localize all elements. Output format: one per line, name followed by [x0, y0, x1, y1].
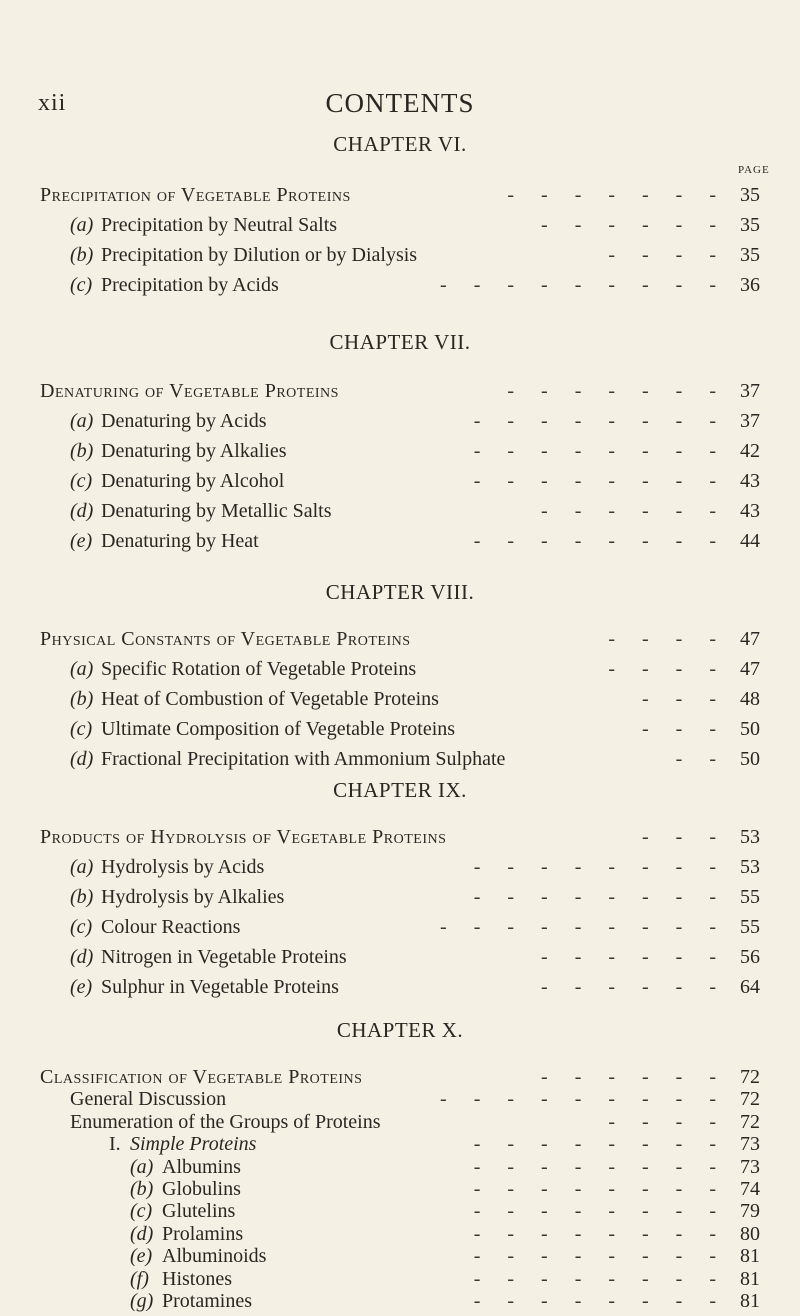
chapter-heading: CHAPTER VI. [333, 132, 467, 156]
entry-title: Enumeration of the Groups of Proteins [70, 1111, 381, 1133]
toc-entry[interactable] [0, 270, 800, 300]
entry-title: Albumins [162, 1156, 241, 1178]
dot-leader: - - - - - - - - [473, 1245, 727, 1267]
entry-title: Hydrolysis by Alkalies [101, 886, 285, 908]
entry-page: 55 [740, 916, 760, 938]
toc-entry[interactable] [0, 714, 800, 744]
entry-title: Precipitation by Dilution or by Dialysis [101, 244, 418, 266]
entry-marker: (c) [70, 916, 93, 938]
dot-leader: - - - - - - - - [473, 1290, 727, 1312]
entry-title: Sulphur in Vegetable Proteins [101, 976, 339, 998]
entry-title: Albuminoids [162, 1245, 267, 1267]
toc-entry-main[interactable] [0, 624, 800, 654]
entry-marker: (b) [70, 244, 94, 266]
entry-page: 50 [740, 718, 760, 740]
entry-page: 48 [740, 688, 760, 710]
entry-title: Colour Reactions [101, 916, 241, 938]
entry-title: Protamines [162, 1290, 252, 1312]
entry-page: 50 [740, 748, 760, 770]
entry-marker: (a) [70, 856, 94, 878]
entry-marker: (c) [130, 1200, 153, 1222]
entry-title: Denaturing of Vegetable Proteins [40, 380, 339, 402]
dot-leader: - - - - - - - - [473, 440, 727, 462]
entry-title: Histones [162, 1268, 232, 1290]
dot-leader: - - - - - - - - [473, 1178, 727, 1200]
entry-title: Nitrogen in Vegetable Proteins [101, 946, 347, 968]
entry-title: Denaturing by Acids [101, 410, 267, 432]
entry-page: 80 [740, 1223, 760, 1245]
entry-title: Heat of Combustion of Vegetable Proteins [101, 688, 439, 710]
dot-leader: - - - [642, 826, 727, 848]
dot-leader: - - - - - - - - [473, 530, 727, 552]
entry-page: 47 [740, 628, 760, 650]
running-head [0, 88, 800, 124]
entry-page: 42 [740, 440, 760, 462]
toc-entry[interactable] [0, 496, 800, 526]
dot-leader: - - [675, 748, 727, 770]
entry-marker: (a) [70, 214, 94, 236]
entry-marker: (d) [70, 500, 94, 522]
page-column-label: PAGE [738, 164, 770, 176]
entry-marker: (c) [70, 274, 93, 296]
dot-leader: - - - - - - - - [473, 856, 727, 878]
entry-page: 35 [740, 244, 760, 266]
toc-entry-main[interactable] [0, 180, 800, 210]
entry-title: Denaturing by Heat [101, 530, 259, 552]
entry-title: Fractional Precipitation with Ammonium Sulphate [101, 748, 506, 770]
entry-page: 36 [740, 274, 760, 296]
chapter-heading: CHAPTER VII. [329, 330, 471, 354]
dot-leader: - - - - - - [541, 214, 727, 236]
entry-page: 53 [740, 856, 760, 878]
page-number: xii [38, 90, 67, 116]
entry-page: 81 [740, 1268, 760, 1290]
entry-page: 72 [740, 1111, 760, 1133]
entry-title: Precipitation of Vegetable Proteins [40, 184, 351, 206]
dot-leader: - - - - - - - - [473, 1223, 727, 1245]
entry-marker: (d) [130, 1223, 154, 1245]
dot-leader: - - - - - - - [507, 184, 727, 206]
dot-leader: - - - - [608, 628, 727, 650]
toc-entry[interactable] [0, 240, 800, 270]
dot-leader: - - - - - - - - - [440, 274, 727, 296]
entry-title: Physical Constants of Vegetable Proteins [40, 628, 411, 650]
dot-leader: - - - [642, 718, 727, 740]
entry-page: 64 [740, 976, 760, 998]
toc-entry[interactable] [0, 406, 800, 436]
entry-marker: (g) [130, 1290, 154, 1312]
entry-page: 47 [740, 658, 760, 680]
entry-title: Glutelins [162, 1200, 236, 1222]
entry-title: Denaturing by Alkalies [101, 440, 287, 462]
entry-marker: I. [109, 1133, 121, 1155]
entry-page: 73 [740, 1133, 760, 1155]
entry-title: Denaturing by Alcohol [101, 470, 285, 492]
entry-marker: (c) [70, 718, 93, 740]
entry-title: Ultimate Composition of Vegetable Proteins [101, 718, 456, 740]
dot-leader: - - - - - - - - [473, 886, 727, 908]
toc-entry[interactable] [0, 684, 800, 714]
dot-leader: - - - - [608, 244, 727, 266]
entry-marker: (e) [70, 530, 93, 552]
toc-entry[interactable] [0, 466, 800, 496]
entry-marker: (a) [130, 1156, 154, 1178]
toc-entry[interactable] [0, 852, 800, 882]
entry-marker: (e) [130, 1245, 153, 1267]
entry-marker: (e) [70, 976, 93, 998]
toc-entry[interactable] [0, 912, 800, 942]
entry-page: 81 [740, 1245, 760, 1267]
entry-title: Specific Rotation of Vegetable Proteins [101, 658, 417, 680]
dot-leader: - - - - - - - - [473, 1268, 727, 1290]
dot-leader: - - - - - - - - [473, 1200, 727, 1222]
entry-page: 72 [740, 1088, 760, 1110]
entry-marker: (f) [130, 1268, 149, 1290]
entry-page: 55 [740, 886, 760, 908]
entry-title: Classification of Vegetable Proteins [40, 1066, 363, 1088]
entry-page: 74 [740, 1178, 760, 1200]
toc-entry[interactable] [0, 1286, 800, 1316]
entry-page: 43 [740, 500, 760, 522]
entry-page: 56 [740, 946, 760, 968]
entry-title: Precipitation by Neutral Salts [101, 214, 338, 236]
entry-page: 72 [740, 1066, 760, 1088]
entry-page: 81 [740, 1290, 760, 1312]
dot-leader: - - - - - - [541, 976, 727, 998]
entry-title: Denaturing by Metallic Salts [101, 500, 332, 522]
entry-marker: (c) [70, 470, 93, 492]
entry-title: Hydrolysis by Acids [101, 856, 265, 878]
entry-title: Prolamins [162, 1223, 244, 1245]
toc-entry[interactable] [0, 526, 800, 556]
dot-leader: - - - - - - [541, 500, 727, 522]
toc-entry[interactable] [0, 210, 800, 240]
dot-leader: - - - - - - - - [473, 470, 727, 492]
entry-title: Globulins [162, 1178, 241, 1200]
dot-leader: - - - - [608, 658, 727, 680]
entry-marker: (a) [70, 658, 94, 680]
entry-marker: (a) [70, 410, 94, 432]
toc-entry[interactable] [0, 744, 800, 774]
entry-marker: (d) [70, 946, 94, 968]
entry-page: 73 [740, 1156, 760, 1178]
entry-page: 43 [740, 470, 760, 492]
dot-leader: - - - [642, 688, 727, 710]
entry-title: Precipitation by Acids [101, 274, 279, 296]
entry-title: Products of Hydrolysis of Vegetable Proteins [40, 826, 447, 848]
entry-page: 37 [740, 380, 760, 402]
dot-leader: - - - - - - - - - [440, 1088, 727, 1110]
entry-page: 44 [740, 530, 760, 552]
toc-entry[interactable] [0, 972, 800, 1002]
entry-page: 37 [740, 410, 760, 432]
dot-leader: - - - - - - - - [473, 1156, 727, 1178]
toc-entry[interactable] [0, 882, 800, 912]
dot-leader: - - - - [608, 1111, 727, 1133]
entry-marker: (b) [70, 440, 94, 462]
toc-entry[interactable] [0, 654, 800, 684]
dot-leader: - - - - - - - - [473, 410, 727, 432]
entry-page: 79 [740, 1200, 760, 1222]
entry-title: General Discussion [70, 1088, 227, 1110]
entry-title: Simple Proteins [130, 1133, 257, 1155]
dot-leader: - - - - - - [541, 946, 727, 968]
dot-leader: - - - - - - [541, 1066, 727, 1088]
dot-leader: - - - - - - - - - [440, 916, 727, 938]
dot-leader: - - - - - - - [507, 380, 727, 402]
toc-entry-main[interactable] [0, 822, 800, 852]
dot-leader: - - - - - - - - [473, 1133, 727, 1155]
toc-entry[interactable] [0, 942, 800, 972]
toc-entry[interactable] [0, 436, 800, 466]
entry-marker: (b) [70, 886, 94, 908]
toc-entry-main[interactable] [0, 376, 800, 406]
entry-page: 35 [740, 184, 760, 206]
entry-page: 35 [740, 214, 760, 236]
chapter-heading: CHAPTER VIII. [325, 580, 475, 604]
entry-marker: (d) [70, 748, 94, 770]
entry-marker: (b) [70, 688, 94, 710]
entry-page: 53 [740, 826, 760, 848]
chapter-heading: CHAPTER X. [336, 1018, 464, 1042]
page-title: CONTENTS [325, 88, 475, 118]
entry-marker: (b) [130, 1178, 154, 1200]
chapter-heading: CHAPTER IX. [333, 778, 467, 802]
